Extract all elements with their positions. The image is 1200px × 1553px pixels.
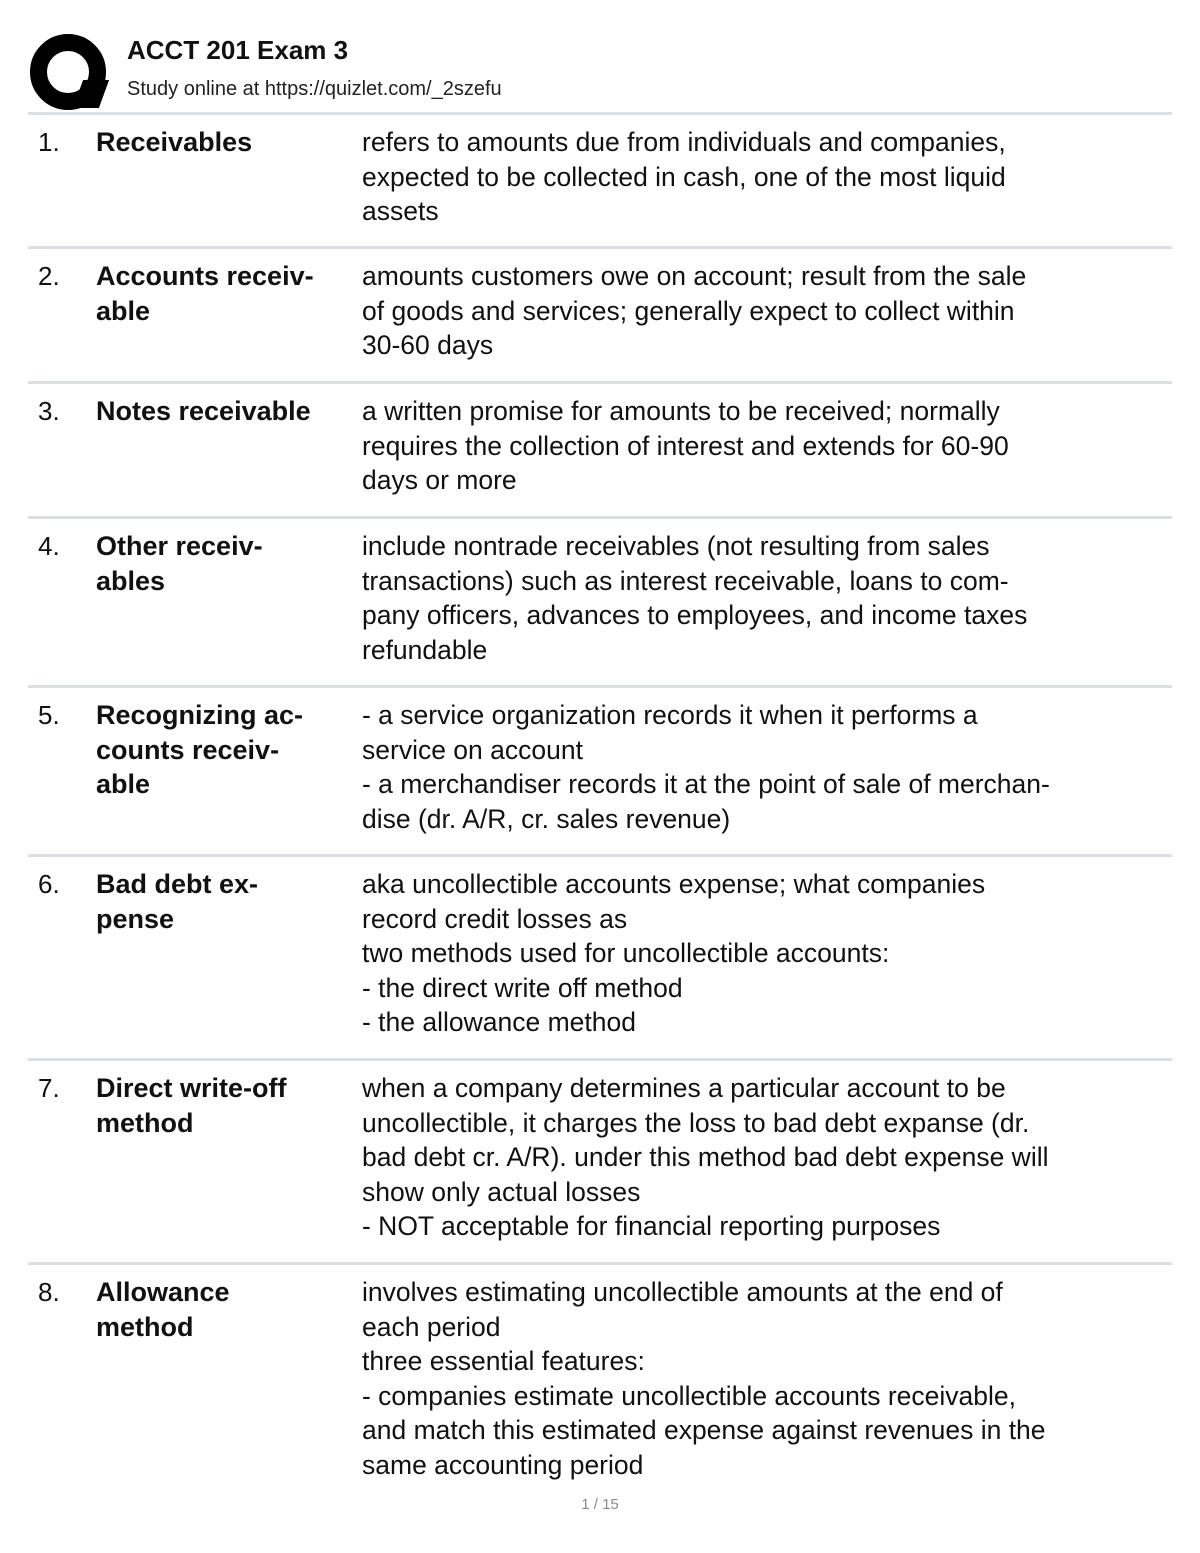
card-definition: - a service organization records it when it performs a service on account - a merchandiser records it at the point of sale of merchan- dise (dr. A/R, cr. sales revenue) xyxy=(362,700,1050,834)
card-divider xyxy=(28,685,1172,688)
card-term: Bad debt ex- pense xyxy=(96,869,259,934)
card-number: 7. xyxy=(38,1073,60,1103)
study-online-line: Study online at https://quizlet.com/_2szefu xyxy=(127,78,502,100)
card-term: Notes receivable xyxy=(96,396,311,426)
card-term: Recognizing ac- counts receiv- able xyxy=(96,700,304,799)
card-definition: aka uncollectible accounts expense; what companies record credit losses as two methods used for uncollectible accounts: - the direct write off method - the allowance method xyxy=(362,869,986,1037)
card-term: Accounts receiv- able xyxy=(96,261,314,326)
card-number: 3. xyxy=(38,396,60,426)
card-definition: involves estimating uncollectible amounts at the end of each period three essential features: - companies estimate uncollectible accounts receivable, and match this estimated expense against revenues in the same accounting period xyxy=(362,1277,1046,1480)
card-number: 4. xyxy=(38,531,60,561)
deck-title: ACCT 201 Exam 3 xyxy=(127,35,349,65)
page-number: 1 / 15 xyxy=(581,1496,619,1513)
card-term: Receivables xyxy=(96,127,253,157)
card-term: Direct write-off method xyxy=(96,1073,287,1138)
card-number: 6. xyxy=(38,869,60,899)
card-definition: refers to amounts due from individuals and companies, expected to be collected in cash, one of the most liquid assets xyxy=(362,127,1006,226)
card-divider xyxy=(28,381,1172,384)
card-term: Other receiv- ables xyxy=(96,531,263,596)
card-term: Allowance method xyxy=(96,1277,230,1342)
page-header xyxy=(28,30,1172,114)
card-definition: a written promise for amounts to be received; normally requires the collection of interest and extends for 60-90 days or more xyxy=(362,396,1009,495)
card-definition: when a company determines a particular account to be uncollectible, it charges the loss to bad debt expanse (dr. bad debt cr. A/R). under this method bad debt expense will show only actual losses - NOT acceptable for financial reporting purposes xyxy=(362,1073,1049,1241)
card-divider xyxy=(28,854,1172,857)
header-divider xyxy=(28,112,1172,115)
card-number: 2. xyxy=(38,261,60,291)
card-divider xyxy=(28,1058,1172,1061)
card-divider xyxy=(28,1262,1172,1265)
card-definition: include nontrade receivables (not resulting from sales transactions) such as interest receivable, loans to com- pany officers, advances to employees, and income taxes refundable xyxy=(362,531,1028,665)
card-number: 1. xyxy=(38,127,60,157)
card-number: 8. xyxy=(38,1277,60,1307)
card-divider xyxy=(28,246,1172,249)
card-number: 5. xyxy=(38,700,60,730)
card-definition: amounts customers owe on account; result from the sale of goods and services; generally expect to collect within 30-60 days xyxy=(362,261,1027,360)
card-divider xyxy=(28,516,1172,519)
